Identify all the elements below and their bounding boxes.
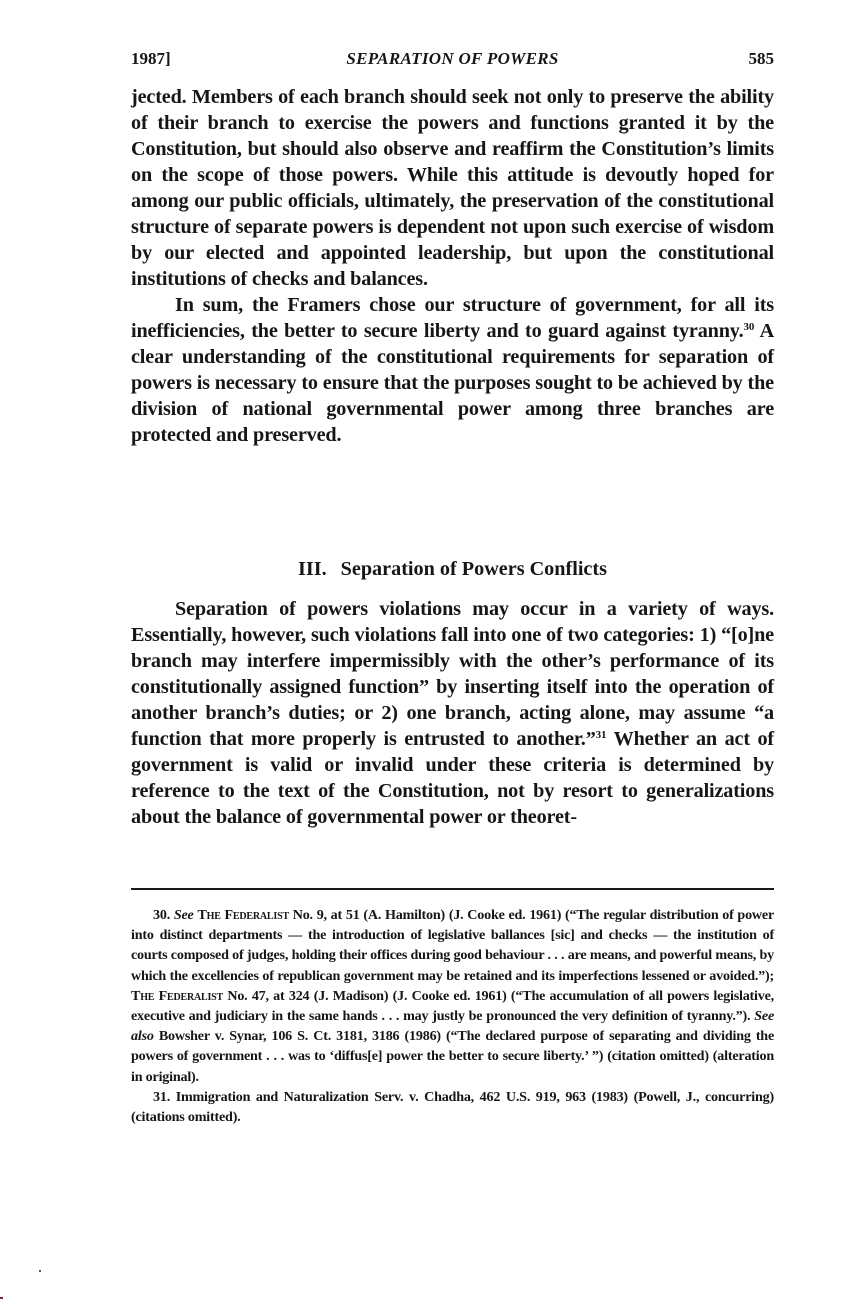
paragraph-2-text-a: In sum, the Framers chose our structure of government, for all its inefficiencies, the better to secure liberty and to guard against tyranny. (131, 294, 774, 342)
footnote-30-federalist-1: The Federalist (197, 907, 289, 923)
page-number: 585 (748, 49, 774, 68)
section-heading (131, 558, 774, 581)
footnote-30 (131, 905, 774, 1087)
body-text-section-3 (131, 596, 774, 830)
section-number: III. (298, 558, 327, 580)
scan-speck (39, 1270, 41, 1272)
footnotes (131, 905, 774, 1127)
paragraph-3-text-b: Whether an act of government is valid or invalid under these criteria is determined by reference to the text of the Constitution, not by resort to generalizations about the balance of governmental power or theoret- (131, 728, 774, 828)
running-header (131, 49, 774, 73)
header-title: SEPARATION OF POWERS (346, 49, 559, 68)
footnote-divider (131, 888, 774, 890)
paragraph-3-text-a: Separation of powers violations may occur in a variety of ways. Essentially, however, such violations fall into one of two categories: 1) “[o]ne branch may interfere impermissibly with the other’s performance of its constitutionally assigned function” by inserting itself into the operation of another branch’s duties; or 2) one branch, acting alone, may assume “a function that more properly is entrusted to another.” (131, 598, 774, 750)
footnote-30-signal-see-also: See also (131, 1008, 774, 1045)
footnote-31-number: 31. (153, 1088, 171, 1105)
footnote-30-text-1: No. 9, at 51 (A. Hamilton) (J. Cooke ed. 1961) (“The regular distribution of power into distinct departments — the introduction of legislative ballances [sic] and checks — the institution of courts composed of judges, holding their offices during good behaviour . . . are means, and powerful means, by which the excellencies of republican government may be retained and its imperfections lessened or avoided.”); (131, 907, 775, 984)
header-year: 1987] (131, 49, 171, 68)
paragraph-2-text-b: A clear understanding of the constitutional requirements for separation of powers is necessary to ensure that the purposes sought to be achieved by the division of national governmental power among three branches are protected and preserved. (131, 320, 775, 446)
footnote-30-federalist-2: The Federalist (131, 987, 223, 1004)
paragraph-1: jected. Members of each branch should seek not only to preserve the ability of their branch to exercise the powers and functions granted it by the Constitution, but should also observe and reaffirm the Constitution’s limits on the scope of those powers. While this attitude is devoutly hoped for among our public officials, ultimately, the preservation of the constitutional structure of separate powers is dependent not upon such exercise of wisdom by our elected and appointed leadership, but upon the constitutional institutions of checks and balances. (131, 86, 774, 290)
footnote-30-number: 30. (153, 907, 171, 923)
section-title: Separation of Powers Conflicts (340, 558, 607, 580)
footnote-ref-31[interactable]: 31 (595, 729, 607, 741)
footnote-30-signal-see: See (173, 907, 194, 923)
footnote-30-text-2: No. 47, at 324 (J. Madison) (J. Cooke ed. 1961) (“The accumulation of all powers legislative, executive and judiciary in the same hands . . . may justly be pronounced the very definition of tyranny.”). (131, 987, 774, 1025)
footnote-30-text-3: Bowsher v. Synar, 106 S. Ct. 3181, 3186 (1986) (“The declared purpose of separating and dividing the powers of government . . . was to ‘diffus[e] power the better to secure liberty.’ ”) (citation omitted) (alteration in original). (131, 1028, 774, 1085)
footnote-31-text: Immigration and Naturalization Serv. v. Chadha, 462 U.S. 919, 963 (1983) (Powell, J., concurring) (citations omitted). (131, 1088, 774, 1126)
paragraph-3 (131, 596, 774, 830)
footnote-31 (131, 1087, 774, 1127)
footnote-ref-30[interactable]: 30 (743, 321, 755, 333)
paragraph-2 (131, 292, 774, 448)
body-text-section-2 (131, 84, 774, 448)
